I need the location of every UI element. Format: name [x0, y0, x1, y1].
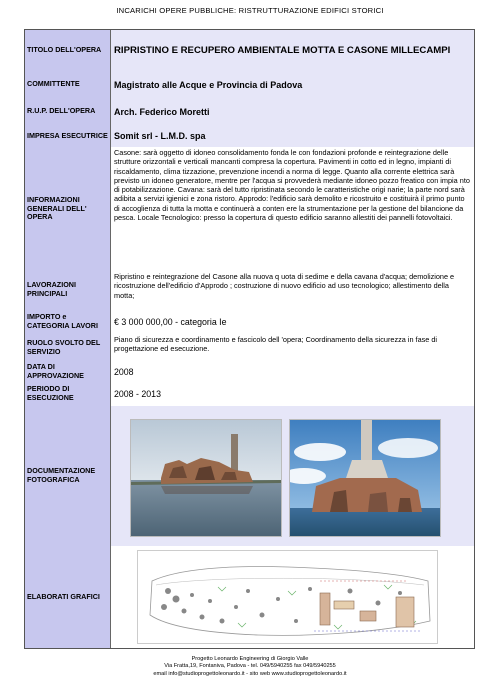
- site-plan-drawing: [137, 550, 438, 644]
- footer-contacts: email info@studioprogettoleonardo.it - sito web www.studioprogettoleonardo.it: [153, 670, 347, 677]
- row-elaborati: [25, 546, 474, 648]
- label-lavorazioni: LAVORAZIONI PRINCIPALI: [25, 271, 111, 309]
- ruolo-text: Piano di sicurezza e coordinamento e fascicolo dell 'opera; Coordinamento della sicurezza in fase di progettazione ed esecuzione.: [114, 335, 438, 354]
- row-informazioni: [25, 147, 474, 272]
- value-committente: [111, 71, 474, 98]
- row-impresa: [25, 125, 474, 148]
- row-committente: [25, 71, 474, 99]
- photo-casone-ruin: [130, 419, 282, 537]
- photo-chimney-ruin-image: [290, 420, 440, 536]
- page-header: INCARICHI OPERE PUBBLICHE: RISTRUTTURAZIONE EDIFICI STORICI: [116, 6, 384, 15]
- row-documentazione: [25, 406, 474, 547]
- footer-address: Via Fratta,19, Fontaniva, Padova - tel. 049/5940255 fax 049/5940255: [164, 663, 336, 670]
- site-plan-image: [138, 551, 437, 643]
- data-text: 2008: [114, 366, 134, 377]
- label-data: DATA DI APPROVAZIONE: [25, 361, 111, 382]
- value-periodo: [111, 382, 474, 406]
- label-committente: COMMITTENTE: [25, 71, 111, 98]
- value-rup: [111, 98, 474, 125]
- informazioni-text: Casone: sarà oggetto di idoneo consolidamento fonda le con fondazioni profonde e reintegrazione delle strutture orizzontali e verticali mancanti compresa la copertura. Pavimenti in cotto ed in legno, impianti di riscaldamento, clima tizzazione, prevenzione incendi a norma di legge. Quanto alla corrente elettrica sarà previsto un idoneo generatore, mentre per l'acqua si provvederà mediante idoneo pozzo freatico con impia nto di potabilizzazione. Cavana: sarà del tutto ripristinata secondo le caratteristiche origi narie; la parte nord sarà adibita a servizi igienici e zona ristoro. Approdo: l'edificio sarà demolito e ricostruito e costituirà il primo punto di accoglienza di tutta la motta e continuerà a conten ere la strumentazione per la gestione del bilancione da pesca. Locale Tecnologico: presso la copertura di questo edificio saranno allestiti dei pannelli fotovoltaici.: [114, 148, 470, 223]
- value-informazioni: [111, 147, 474, 271]
- value-impresa: [111, 125, 474, 147]
- row-data: [25, 361, 474, 383]
- label-documentazione: DOCUMENTAZIONE FOTOGRAFICA: [25, 406, 111, 546]
- label-informazioni: INFORMAZIONI GENERALI DELL' OPERA: [25, 147, 111, 271]
- photo-chimney-ruin: [289, 419, 441, 537]
- value-elaborati: [111, 546, 474, 648]
- row-importo: [25, 309, 474, 335]
- value-importo: [111, 309, 474, 334]
- value-ruolo: [111, 334, 474, 361]
- label-rup: R.U.P. DELL'OPERA: [25, 98, 111, 125]
- label-elaborati: ELABORATI GRAFICI: [25, 546, 111, 648]
- committente-text: Magistrato alle Acque e Provincia di Padova: [114, 79, 303, 90]
- value-documentazione: [111, 406, 474, 546]
- row-ruolo: [25, 334, 474, 362]
- row-rup: [25, 98, 474, 126]
- lavorazioni-text: Ripristino e reintegrazione del Casone alla nuova q uota di sedime e della cavana d'acqua; demolizione e ricostruzione dell'edificio d'Approdo ; costruzione di nuovo edificio ad uso tecnologico; allestimento della motta;: [114, 272, 455, 300]
- project-sheet: [24, 29, 475, 649]
- project-title: RIPRISTINO E RECUPERO AMBIENTALE MOTTA E CASONE MILLECAMPI: [114, 45, 451, 56]
- label-periodo: PERIODO DI ESECUZIONE: [25, 382, 111, 406]
- row-periodo: [25, 382, 474, 407]
- value-lavorazioni: [111, 271, 474, 309]
- rup-text: Arch. Federico Moretti: [114, 106, 210, 117]
- label-importo: IMPORTO e CATEGORIA LAVORI: [25, 309, 111, 334]
- value-data: [111, 361, 474, 382]
- value-titolo: [111, 30, 474, 71]
- footer-company: Progetto Leonardo Engineering di Giorgio Valle: [191, 656, 309, 662]
- impresa-text: Somit srl - L.M.D. spa: [114, 131, 206, 141]
- row-titolo: [25, 30, 474, 72]
- photo-casone-ruin-image: [131, 420, 281, 536]
- page-footer: [0, 656, 500, 678]
- label-ruolo: RUOLO SVOLTO DEL SERVIZIO: [25, 334, 111, 361]
- label-impresa: IMPRESA ESECUTRICE: [25, 125, 111, 147]
- label-titolo: TITOLO DELL'OPERA: [25, 30, 111, 71]
- periodo-text: 2008 - 2013: [114, 389, 161, 399]
- row-lavorazioni: [25, 271, 474, 310]
- importo-text: € 3 000 000,00 - categoria Ie: [114, 316, 227, 327]
